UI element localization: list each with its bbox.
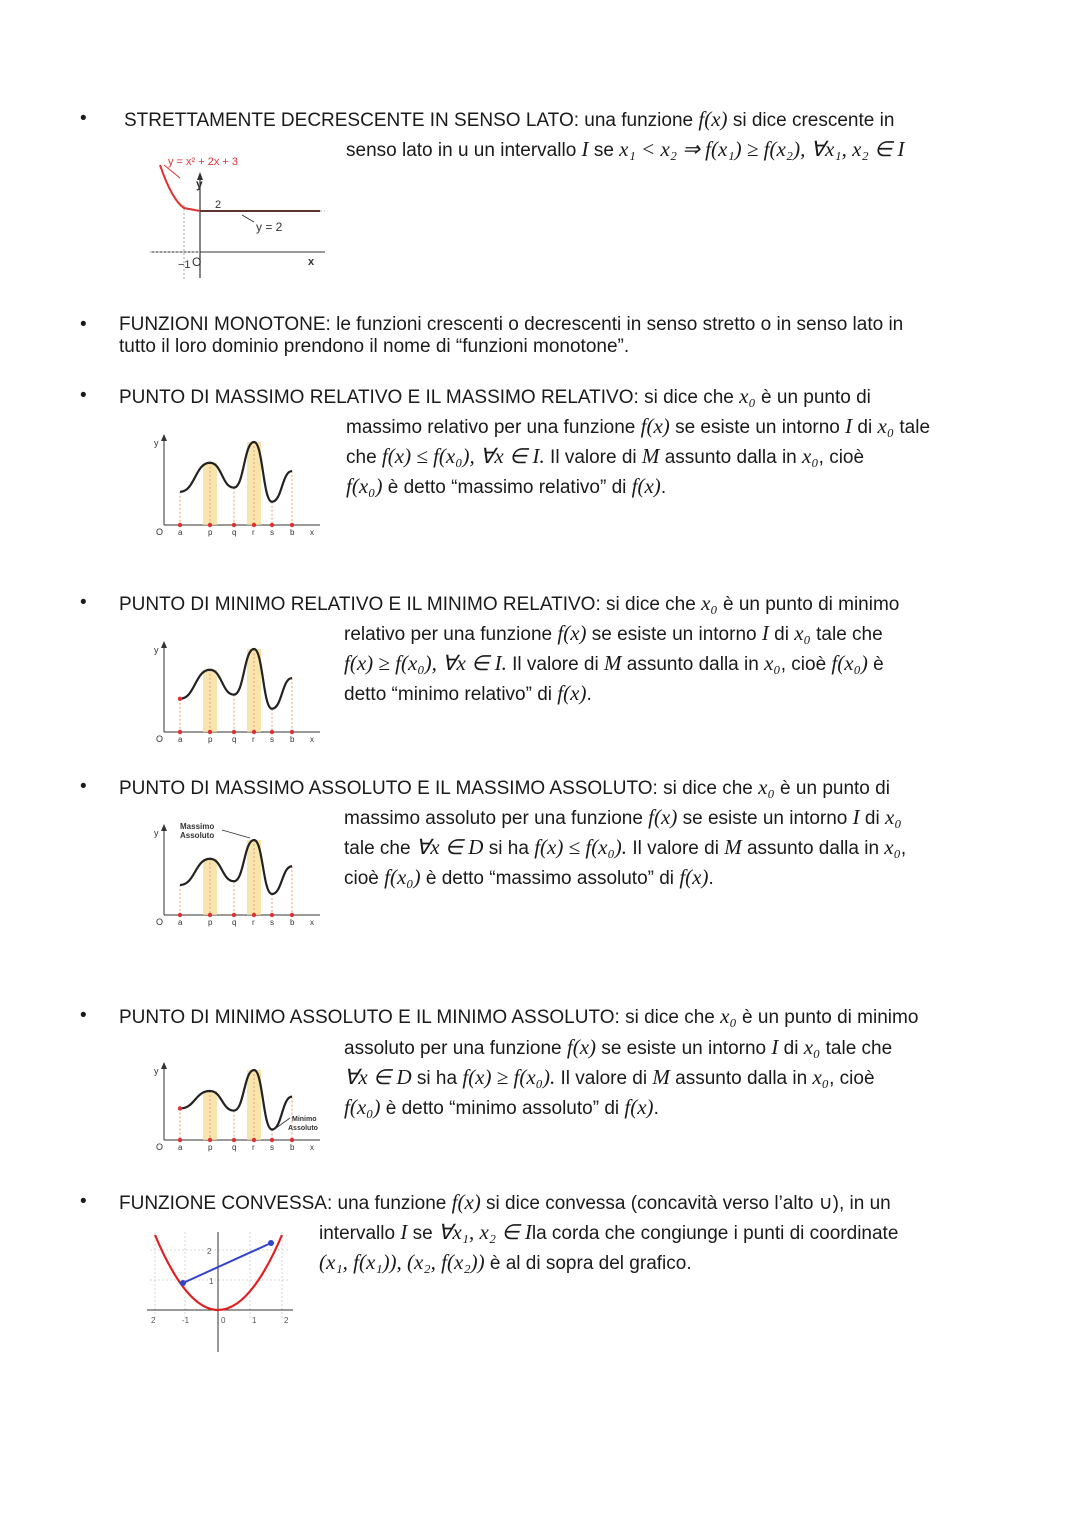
heading: FUNZIONE CONVESSA: — [119, 1193, 333, 1214]
section-funzione-convessa — [0, 1180, 1080, 1360]
svg-text:a: a — [178, 1143, 183, 1152]
graph-strettamente-decrescente — [140, 150, 340, 280]
graph-minimo-assoluto — [150, 1058, 330, 1156]
svg-text:-1: -1 — [182, 1316, 190, 1325]
line-1: STRETTAMENTE DECRESCENTE IN SENSO LATO: una funzione f(x) si dice crescente in — [124, 107, 895, 131]
svg-text:2: 2 — [207, 1247, 212, 1256]
graph-massimo-relativo — [150, 430, 330, 540]
svg-text:r: r — [252, 918, 255, 927]
line-3: che f(x) ≤ f(x₀), ∀x ∈ I. Il valore di M assunto dalla in x₀, cioè — [346, 444, 865, 468]
graph-convessa — [145, 1230, 295, 1355]
heading: PUNTO DI MINIMO ASSOLUTO E IL MINIMO ASSOLUTO: — [119, 1007, 620, 1028]
svg-text:p: p — [208, 918, 213, 927]
svg-text:p: p — [208, 1143, 213, 1152]
y-axis-label: y — [154, 645, 159, 655]
svg-text:r: r — [252, 735, 255, 744]
svg-text:x: x — [310, 1143, 314, 1152]
bullet: • — [80, 1005, 87, 1026]
equation-label: y = x² + 2x + 3 — [168, 156, 239, 168]
svg-text:2: 2 — [284, 1316, 289, 1325]
line-2: assoluto per una funzione f(x) se esiste un intorno I di x₀ tale che — [344, 1035, 893, 1059]
svg-text:b: b — [290, 735, 295, 744]
svg-text:y: y — [196, 177, 203, 191]
y-axis-label: y — [154, 1066, 159, 1076]
svg-text:O: O — [156, 1142, 164, 1152]
line-4: detto “minimo relativo” di f(x). — [344, 681, 592, 705]
heading: PUNTO DI MASSIMO RELATIVO E IL MASSIMO RELATIVO: — [119, 387, 639, 408]
line-2: tutto il loro dominio prendono il nome di “funzioni monotone”. — [119, 336, 630, 357]
svg-text:Assoluto: Assoluto — [180, 831, 215, 840]
graph-minimo-relativo — [150, 637, 330, 747]
line-2: intervallo I se ∀x₁, x₂ ∈ Ila corda che congiunge i punti di coordinate — [319, 1220, 899, 1244]
svg-text:x: x — [310, 918, 314, 927]
line-2: massimo assoluto per una funzione f(x) se esiste un intorno I di x₀ — [344, 805, 902, 829]
line-2: senso lato in u un intervallo I se x₁ < x₂ ⇒ f(x₁) ≥ f(x₂), ∀x₁, x₂ ∈ I — [346, 137, 905, 161]
svg-text:O: O — [156, 527, 164, 537]
line-3: ∀x ∈ D si ha f(x) ≥ f(x₀). Il valore di M assunto dalla in x₀, cioè — [344, 1065, 875, 1089]
svg-text:r: r — [252, 1143, 255, 1152]
svg-text:Massimo: Massimo — [180, 822, 215, 831]
line-1: PUNTO DI MASSIMO ASSOLUTO E IL MASSIMO ASSOLUTO: si dice che x₀ è un punto di — [119, 775, 890, 799]
bullet: • — [80, 776, 87, 797]
svg-text:s: s — [270, 528, 274, 537]
svg-text:x: x — [308, 256, 315, 268]
svg-text:1: 1 — [209, 1277, 214, 1286]
line-4: cioè f(x₀) è detto “massimo assoluto” di f(x). — [344, 865, 714, 889]
svg-text:O: O — [156, 917, 164, 927]
line-1: PUNTO DI MASSIMO RELATIVO E IL MASSIMO RELATIVO: si dice che x₀ è un punto di — [119, 384, 871, 408]
svg-text:q: q — [232, 1143, 237, 1152]
section-strettamente-decrescente — [0, 0, 1080, 290]
condition: x₁ < x₂ ⇒ f(x₁) ≥ f(x₂), ∀x₁, x₂ ∈ I — [619, 137, 905, 161]
line-3: (x₁, f(x₁)), (x₂, f(x₂)) è al di sopra del grafico. — [319, 1250, 692, 1274]
bullet: • — [80, 314, 87, 335]
svg-text:2: 2 — [215, 199, 222, 211]
heading: FUNZIONI MONOTONE: — [119, 314, 331, 335]
heading: PUNTO DI MINIMO RELATIVO E IL MINIMO RELATIVO: — [119, 594, 601, 615]
svg-text:a: a — [178, 918, 183, 927]
svg-text:x: x — [310, 735, 314, 744]
svg-text:q: q — [232, 528, 237, 537]
svg-text:b: b — [290, 1143, 295, 1152]
svg-text:2: 2 — [151, 1316, 156, 1325]
svg-text:s: s — [270, 1143, 274, 1152]
svg-text:s: s — [270, 735, 274, 744]
line-3: tale che ∀x ∈ D si ha f(x) ≤ f(x₀). Il valore di M assunto dalla in x₀, — [344, 835, 907, 859]
line-3: f(x) ≥ f(x₀), ∀x ∈ I. Il valore di M assunto dalla in x₀, cioè f(x₀) è — [344, 651, 884, 675]
y2-label: y = 2 — [256, 220, 283, 234]
bullet: • — [80, 592, 87, 613]
svg-text:a: a — [178, 735, 183, 744]
svg-text:O: O — [156, 734, 164, 744]
line-4: f(x₀) è detto “massimo relativo” di f(x). — [346, 474, 667, 498]
svg-text:x: x — [310, 528, 314, 537]
section-funzioni-monotone — [0, 300, 1080, 370]
svg-text:p: p — [208, 735, 213, 744]
svg-text:Assoluto: Assoluto — [288, 1125, 318, 1132]
svg-text:s: s — [270, 918, 274, 927]
svg-text:r: r — [252, 528, 255, 537]
heading: PUNTO DI MASSIMO ASSOLUTO E IL MASSIMO ASSOLUTO: — [119, 778, 658, 799]
svg-text:q: q — [232, 918, 237, 927]
svg-text:−1: −1 — [178, 259, 191, 271]
line-1: FUNZIONE CONVESSA: una funzione f(x) si dice convessa (concavità verso l’alto ∪), in un — [119, 1190, 891, 1214]
line-2: massimo relativo per una funzione f(x) se esiste un intorno I di x₀ tale — [346, 414, 931, 438]
svg-text:a: a — [178, 528, 183, 537]
svg-text:1: 1 — [252, 1316, 257, 1325]
heading: STRETTAMENTE DECRESCENTE IN SENSO LATO: — [124, 110, 580, 131]
svg-text:b: b — [290, 918, 295, 927]
svg-text:p: p — [208, 528, 213, 537]
graph-massimo-assoluto — [150, 820, 330, 935]
line-1: FUNZIONI MONOTONE: le funzioni crescenti o decrescenti in senso stretto o in senso lato in — [119, 314, 904, 335]
y-axis-label: y — [154, 438, 159, 448]
line-1: PUNTO DI MINIMO ASSOLUTO E IL MINIMO ASSOLUTO: si dice che x₀ è un punto di minimo — [119, 1004, 919, 1028]
svg-text:O: O — [192, 255, 202, 269]
bullet: • — [80, 385, 87, 406]
line-2: relativo per una funzione f(x) se esiste un intorno I di x₀ tale che — [344, 621, 883, 645]
y-axis-label: y — [154, 828, 159, 838]
bullet: • — [80, 108, 87, 129]
line-1: PUNTO DI MINIMO RELATIVO E IL MINIMO RELATIVO: si dice che x₀ è un punto di minimo — [119, 591, 900, 615]
bullet: • — [80, 1191, 87, 1212]
svg-text:Minimo: Minimo — [292, 1116, 317, 1123]
svg-text:b: b — [290, 528, 295, 537]
line-4: f(x₀) è detto “minimo assoluto” di f(x). — [344, 1095, 659, 1119]
svg-text:0: 0 — [221, 1316, 226, 1325]
svg-text:q: q — [232, 735, 237, 744]
